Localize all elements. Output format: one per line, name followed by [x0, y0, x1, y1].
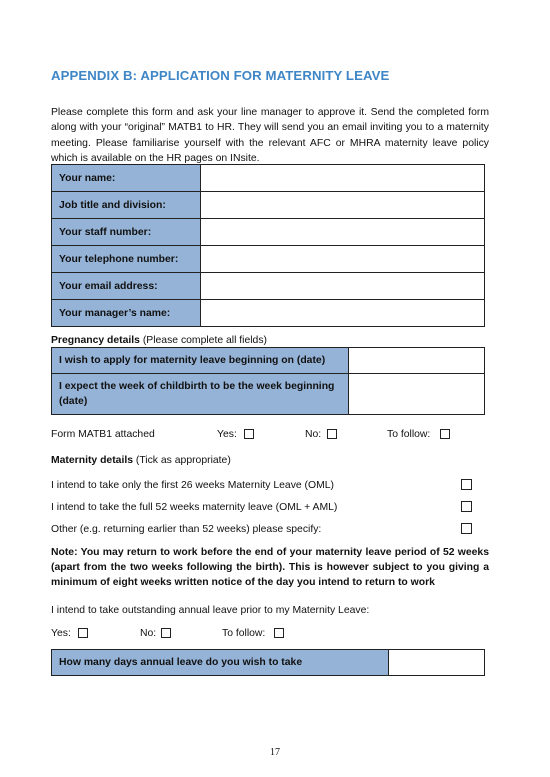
option-oml-checkbox[interactable]	[461, 479, 472, 490]
annual-leave-to-follow-label: To follow:	[222, 628, 266, 639]
maternity-heading-note: (Tick as appropriate)	[133, 455, 231, 466]
name-field[interactable]	[200, 165, 484, 192]
manager-name-field[interactable]	[200, 300, 484, 327]
intro-paragraph: Please complete this form and ask your line manager to approve it. Send the completed form along with your “original” MATB1 to HR. They will send you an email inviting you to a maternity meeting. Please familiarise yourself with the relevant AFC or MHRA maternity leave policy which is available on the HR pages on INsite.	[51, 107, 489, 165]
table-row	[52, 300, 485, 327]
maternity-heading	[51, 455, 231, 466]
annual-leave-no-checkbox[interactable]	[161, 628, 171, 638]
annual-leave-to-follow-checkbox[interactable]	[274, 628, 284, 638]
field-label: Your name:	[52, 165, 201, 192]
annual-leave-days-table	[51, 649, 485, 676]
pregnancy-heading-note: (Please complete all fields)	[139, 335, 267, 346]
field-label: I expect the week of childbirth to be the week beginning (date)	[52, 374, 349, 415]
field-label: Your manager’s name:	[52, 300, 201, 327]
matb1-no-label: No:	[305, 429, 322, 440]
field-label: Your telephone number:	[52, 246, 201, 273]
option-other-checkbox[interactable]	[461, 523, 472, 534]
matb1-to-follow-checkbox[interactable]	[440, 429, 450, 439]
pregnancy-details-table	[51, 347, 485, 415]
option-oml-label: I intend to take only the first 26 weeks Maternity Leave (OML)	[51, 480, 334, 491]
personal-details-table	[51, 164, 485, 327]
telephone-field[interactable]	[200, 246, 484, 273]
annual-leave-yes-label: Yes:	[51, 628, 71, 639]
annual-leave-days-field[interactable]	[389, 650, 485, 676]
table-row	[52, 246, 485, 273]
matb1-yes-label: Yes:	[217, 429, 237, 440]
annual-leave-yes-checkbox[interactable]	[78, 628, 88, 638]
staff-number-field[interactable]	[200, 219, 484, 246]
return-to-work-note: Note: You may return to work before the end of your maternity leave period of 52 weeks (apart from the two weeks following the birth). This is however subject to you giving a minimum of eight weeks written notice of the day you intend to return to work	[51, 547, 489, 589]
maternity-heading-bold: Maternity details	[51, 455, 133, 466]
page-number: 17	[270, 747, 280, 758]
table-row	[52, 650, 485, 676]
pregnancy-heading-bold: Pregnancy details	[51, 335, 140, 346]
matb1-no-checkbox[interactable]	[327, 429, 337, 439]
page-title: APPENDIX B: APPLICATION FOR MATERNITY LEAVE	[51, 68, 390, 83]
annual-leave-no-label: No:	[140, 628, 157, 639]
table-row	[52, 192, 485, 219]
field-label: Your email address:	[52, 273, 201, 300]
field-label: Job title and division:	[52, 192, 201, 219]
option-oml-aml-label: I intend to take the full 52 weeks maternity leave (OML + AML)	[51, 502, 338, 513]
leave-start-date-field[interactable]	[349, 348, 485, 374]
table-row	[52, 219, 485, 246]
childbirth-week-field[interactable]	[349, 374, 485, 415]
option-other-label: Other (e.g. returning earlier than 52 weeks) please specify:	[51, 524, 322, 535]
annual-leave-question: I intend to take outstanding annual leave prior to my Maternity Leave:	[51, 605, 370, 616]
option-oml-aml-checkbox[interactable]	[461, 501, 472, 512]
matb1-label: Form MATB1 attached	[51, 429, 155, 440]
matb1-yes-checkbox[interactable]	[244, 429, 254, 439]
field-label: How many days annual leave do you wish to take	[52, 650, 389, 676]
table-row	[52, 374, 485, 415]
table-row	[52, 348, 485, 374]
field-label: I wish to apply for maternity leave beginning on (date)	[52, 348, 349, 374]
matb1-to-follow-label: To follow:	[387, 429, 431, 440]
table-row	[52, 165, 485, 192]
email-field[interactable]	[200, 273, 484, 300]
field-label: Your staff number:	[52, 219, 201, 246]
pregnancy-heading	[51, 335, 267, 346]
table-row	[52, 273, 485, 300]
job-title-field[interactable]	[200, 192, 484, 219]
